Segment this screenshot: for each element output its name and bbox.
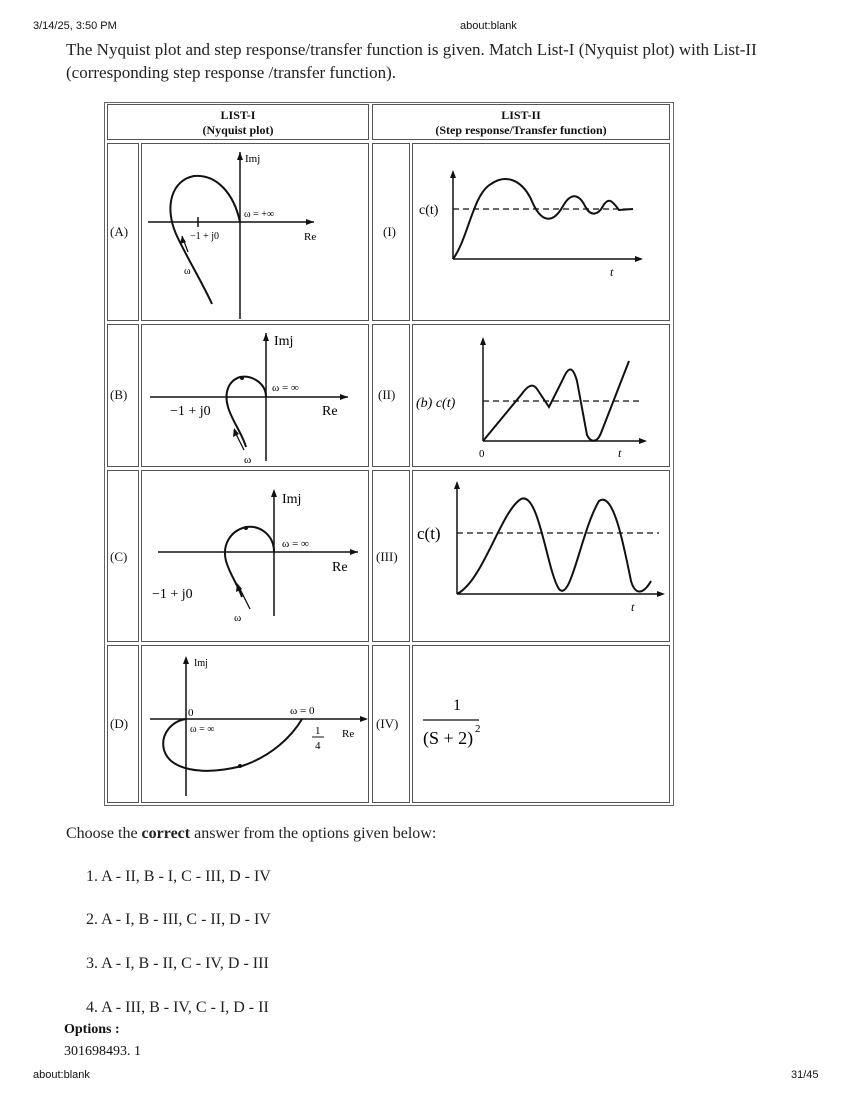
question-text: The Nyquist plot and step response/transfer function is given. Match List-I (Nyquist plot) with List-II (corresponding step response /transfer function).	[66, 40, 757, 82]
row-label: (D)	[110, 716, 129, 731]
list-1-subtitle: (Nyquist plot)	[202, 123, 274, 137]
response-iii-graphic	[413, 471, 671, 643]
tf-exponent: 2	[475, 723, 481, 735]
row-ii-label-cell	[372, 324, 410, 467]
quarter-numerator: 1	[315, 725, 321, 737]
list-2-header	[372, 104, 670, 140]
imag-axis-label: Imj	[274, 334, 294, 349]
omega-zero-label: ω = 0	[290, 705, 315, 717]
row-label: (I)	[383, 224, 396, 239]
critical-point-label: −1 + j0	[152, 587, 193, 602]
nyquist-b-graphic	[142, 325, 370, 468]
ct-label: c(t)	[417, 524, 441, 543]
list-1-title: LIST-I	[220, 108, 256, 122]
list-2-title: LIST-II	[501, 108, 541, 122]
omega-label: ω	[234, 612, 242, 624]
origin-label: 0	[188, 707, 194, 719]
real-axis-label: Re	[304, 231, 317, 243]
nyquist-d-graphic	[142, 646, 370, 804]
print-page-number: 31/45	[791, 1069, 819, 1081]
nyquist-plot-a	[141, 143, 369, 321]
answer-option-4: 4. A - III, B - IV, C - I, D - II	[86, 999, 269, 1016]
nyquist-plot-d	[141, 645, 369, 803]
step-response-ii	[412, 324, 670, 467]
print-timestamp: 3/14/25, 3:50 PM	[33, 20, 117, 32]
ct-label: c(t)	[419, 203, 439, 218]
imag-axis-label: Imj	[194, 658, 208, 669]
row-label: (C)	[110, 549, 128, 564]
row-label: (IV)	[376, 716, 399, 731]
list-1-header	[107, 104, 369, 140]
print-footer-url: about:blank	[33, 1069, 90, 1081]
nyquist-a-graphic	[142, 144, 370, 322]
print-page-title: about:blank	[460, 20, 517, 32]
row-label: (II)	[378, 387, 396, 402]
critical-point-label: −1 + j0	[190, 231, 220, 242]
row-label: (B)	[110, 387, 128, 402]
tf-denominator: (S + 2)	[423, 728, 474, 748]
imag-axis-label: Imj	[245, 153, 261, 165]
real-axis-label: Re	[342, 728, 355, 740]
instruction-prefix: Choose the	[66, 825, 142, 842]
answer-option-2: 2. A - I, B - III, C - II, D - IV	[86, 911, 271, 928]
transfer-function-graphic	[413, 646, 671, 804]
nyquist-plot-b	[141, 324, 369, 467]
nyquist-c-graphic	[142, 471, 370, 643]
match-table	[104, 102, 674, 806]
row-d-label-cell	[107, 645, 139, 803]
answer-option-3: 3. A - I, B - II, C - IV, D - III	[86, 955, 269, 972]
real-axis-label: Re	[332, 560, 348, 575]
row-c-label-cell	[107, 470, 139, 642]
origin-label: 0	[479, 448, 485, 460]
nyquist-plot-c	[141, 470, 369, 642]
row-b-label-cell	[107, 324, 139, 467]
real-axis-label: Re	[322, 404, 338, 419]
tf-numerator: 1	[453, 697, 461, 714]
row-iii-label-cell	[372, 470, 410, 642]
options-label: Options :	[64, 1022, 120, 1037]
omega-infinity-label: ω = ∞	[272, 382, 299, 394]
time-label: t	[631, 600, 635, 614]
list-2-subtitle: (Step response/Transfer function)	[435, 123, 607, 137]
response-i-graphic	[413, 144, 671, 322]
ct-label: (b) c(t)	[416, 396, 456, 411]
transfer-function-iv	[412, 645, 670, 803]
question-id: 301698493. 1	[64, 1044, 141, 1059]
row-label: (III)	[376, 549, 398, 564]
time-label: t	[610, 265, 614, 279]
row-label: (A)	[110, 224, 129, 239]
quarter-denominator: 4	[315, 740, 321, 752]
imag-axis-label: Imj	[282, 492, 302, 507]
critical-point-label: −1 + j0	[170, 404, 211, 419]
row-a-label-cell	[107, 143, 139, 321]
response-ii-graphic	[413, 325, 671, 468]
instruction-emphasis: correct	[141, 825, 191, 842]
instruction-text	[66, 825, 436, 843]
row-i-label-cell	[372, 143, 410, 321]
instruction-suffix: answer from the options given below:	[190, 825, 437, 842]
row-iv-label-cell	[372, 645, 410, 803]
answer-option-1: 1. A - II, B - I, C - III, D - IV	[86, 868, 271, 885]
omega-infinity-label: ω = ∞	[190, 724, 215, 735]
step-response-iii	[412, 470, 670, 642]
time-label: t	[618, 446, 622, 460]
omega-label: ω	[184, 266, 191, 277]
omega-label: ω	[244, 454, 252, 466]
step-response-i	[412, 143, 670, 321]
omega-infinity-label: ω = +∞	[244, 209, 274, 220]
omega-infinity-label: ω = ∞	[282, 538, 309, 550]
